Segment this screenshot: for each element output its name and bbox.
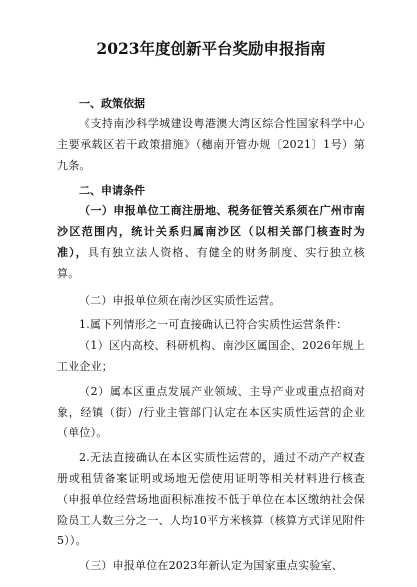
condition-item-3: （三）申报单位在2023年新认定为国家重点实验室、	[79, 559, 343, 573]
condition-item-2-sub-1: 1.属下列情形之一可直接确认已符合实质性运营条件：	[79, 318, 348, 332]
spacer	[57, 61, 365, 93]
condition-item-2: （二）申报单位须在南沙区实质性运营。	[79, 293, 281, 307]
policy-basis-text: 《支持南沙科学城建设粤港澳大湾区综合性国家科学中心主要承载区若干政策措施》（穗南开管办规〔2021〕1号）第九条。	[57, 117, 365, 172]
condition-item-2-sub-1-b: （2）属本区重点发展产业领域、主导产业或重点招商对象，经镇（街）/行业主管部门认定在本区实质性运营的企业（单位）。	[57, 384, 365, 440]
condition-item-1-rest: 具有独立法人资格、有健全的财务制度、实行独立核算。	[57, 245, 365, 280]
condition-item-1-emphasis: （一）申报单位工商注册地、税务征管关系须在广州市南沙区范围内，统计关系归属南沙区（以相关部门核查时为准），	[57, 204, 365, 259]
condition-item-1	[57, 201, 365, 284]
document-title: 2023年度创新平台奖励申报指南	[96, 39, 326, 58]
condition-item-2-sub-1-a: （1）区内高校、科研机构、南沙区属国企、2026年规上工业企业；	[57, 339, 365, 373]
section-heading-conditions: 二、申请条件	[79, 184, 145, 198]
condition-item-2-sub-2: 2.无法直接确认在本区实质性运营的，通过不动产产权查册或租赁备案证明或场地无偿使用证明等相关材料进行核查（申报单位经营场地面积标准按不低于单位在本区缴纳社会保险员工人数三分之一、人均10平方米核算（核算方式详见附件5））。	[57, 451, 365, 548]
section-heading-policy-basis: 一、政策依据	[79, 97, 145, 110]
